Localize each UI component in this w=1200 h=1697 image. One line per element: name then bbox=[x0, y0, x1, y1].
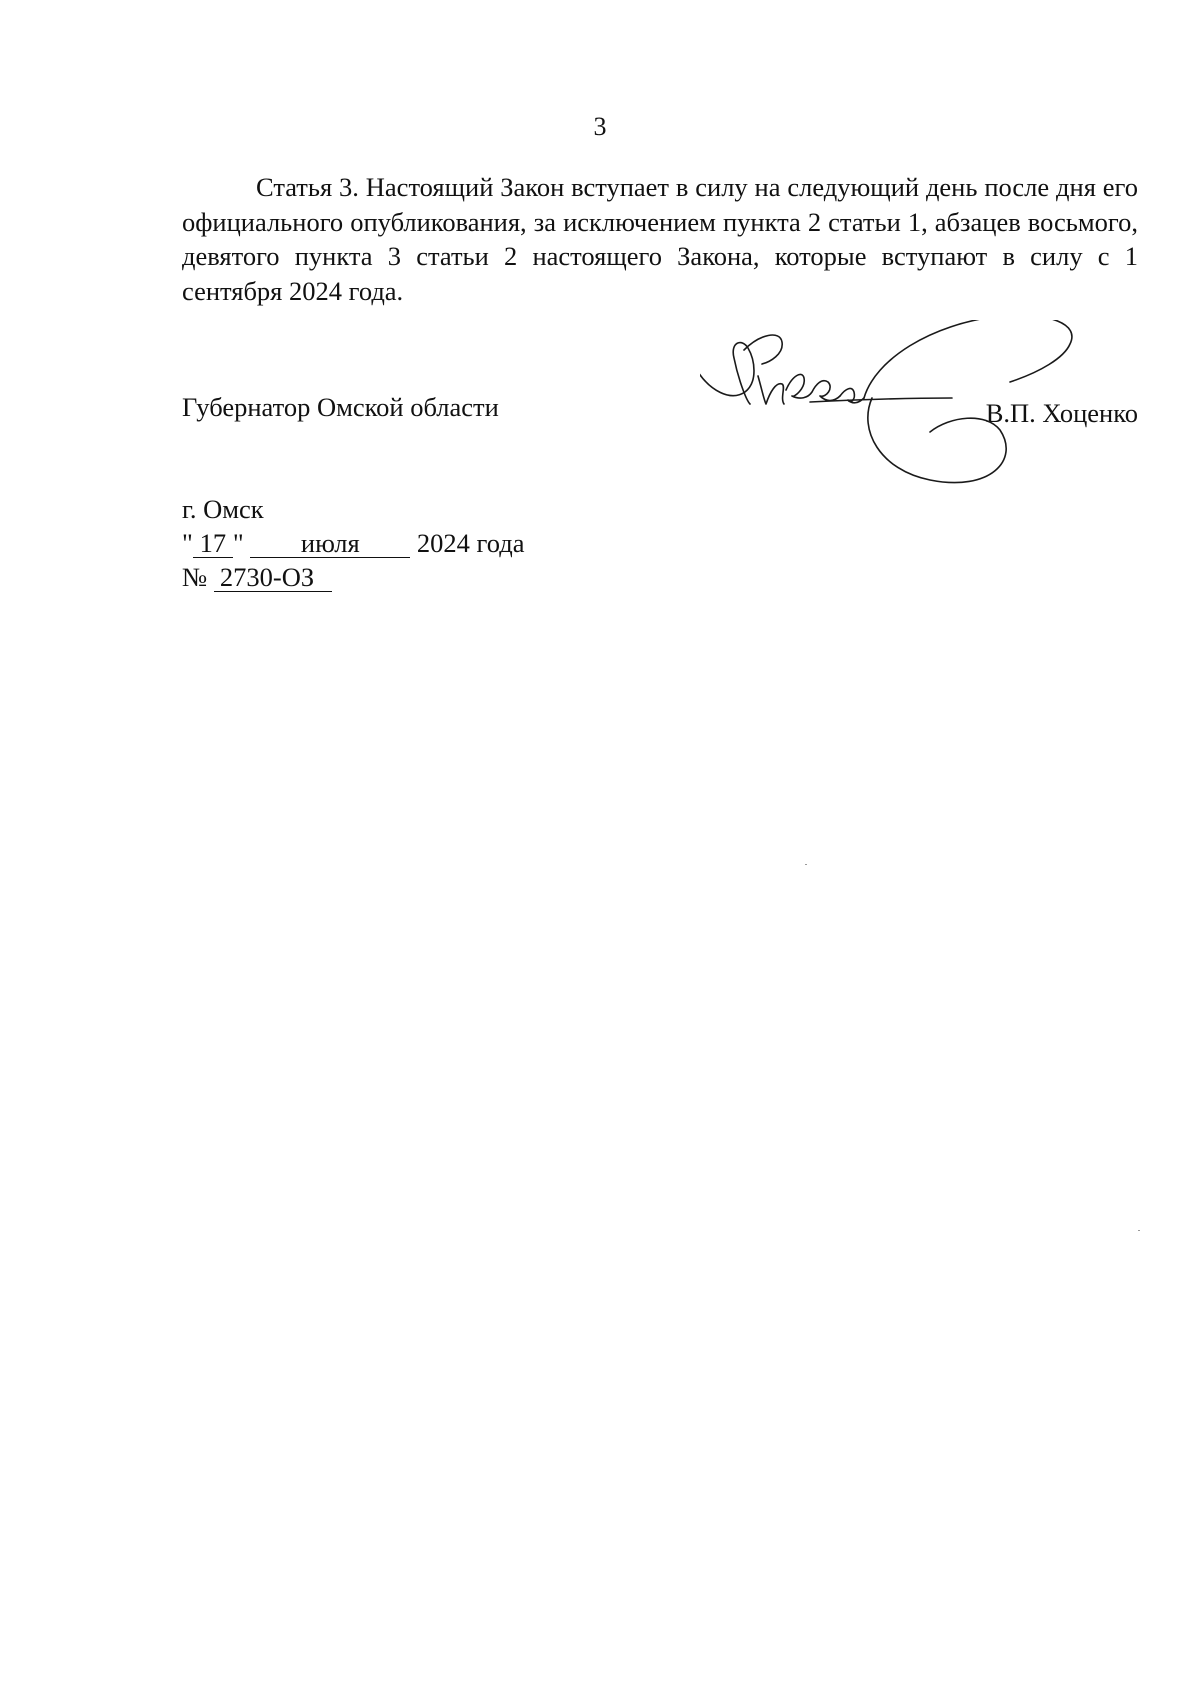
place-and-date-block bbox=[182, 492, 524, 594]
law-number-line bbox=[182, 560, 524, 594]
date-day: 17 bbox=[193, 529, 233, 558]
quote-open: " bbox=[182, 528, 193, 558]
law-number: 2730-ОЗ bbox=[214, 563, 332, 592]
signatory-title: Губернатор Омской области bbox=[182, 392, 499, 422]
number-sign: № bbox=[182, 562, 208, 592]
quote-close: " bbox=[232, 528, 244, 558]
date-line bbox=[182, 526, 524, 560]
date-year: 2024 года bbox=[416, 528, 525, 558]
handwritten-signature bbox=[700, 320, 1100, 505]
date-month: июля bbox=[250, 529, 410, 558]
scan-speck bbox=[805, 864, 807, 865]
city: г. Омск bbox=[182, 494, 264, 524]
article-3-text: Статья 3. Настоящий Закон вступает в силу на следующий день после дня его официального опубликования, за исключением пункта 2 статьи 1, абзацев восьмого, девятого пункта 3 статьи 2 настоящего Закона, которые вступают в силу с 1 сентября 2024 года. bbox=[182, 172, 1138, 306]
page-number: 3 bbox=[593, 112, 607, 141]
signatory-name: В.П. Хоценко bbox=[985, 398, 1138, 428]
scan-speck bbox=[1138, 1230, 1140, 1231]
